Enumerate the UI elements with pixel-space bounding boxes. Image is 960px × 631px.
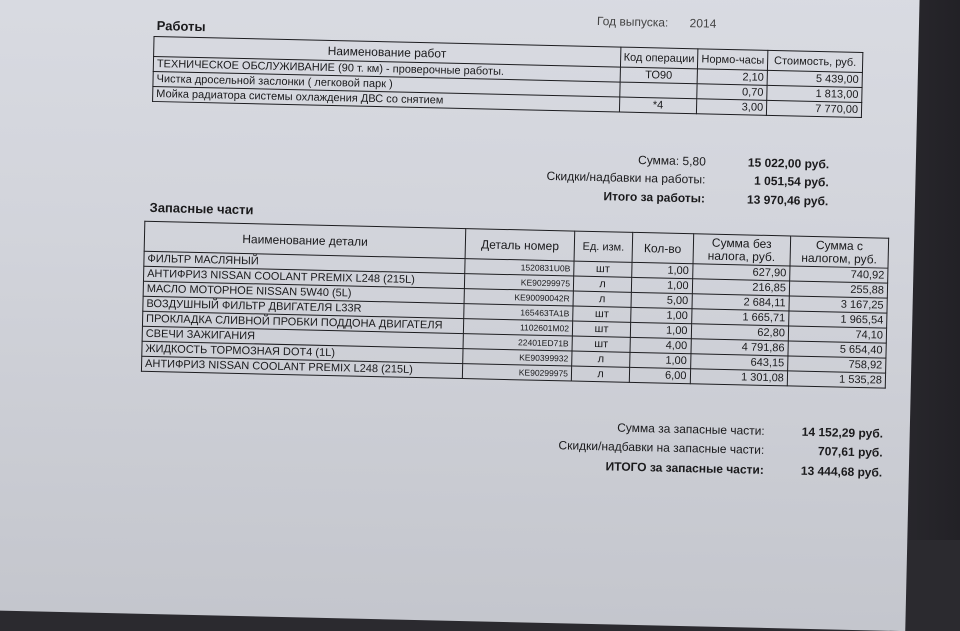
parts-table <box>141 221 889 389</box>
part-name: АНТИФРИЗ NISSAN COOLANT PREMIX L248 (215L) <box>143 266 465 288</box>
parts-total-value: 13 444,68 руб. <box>800 463 883 480</box>
part-name: МАСЛО МОТОРНОЕ NISSAN 5W40 (5L) <box>143 281 465 303</box>
parts-discount-value: 707,61 руб. <box>817 444 883 460</box>
year-line <box>579 14 717 31</box>
work-code <box>619 82 697 99</box>
work-code: ТО90 <box>620 67 698 84</box>
part-qty: 1,00 <box>630 352 691 368</box>
parts-col-number: Деталь номер <box>465 229 574 261</box>
parts-col-unit: Ед. изм. <box>574 231 633 262</box>
parts-sum-row <box>555 419 884 440</box>
work-hours: 3,00 <box>697 99 767 116</box>
year-value: 2014 <box>689 16 717 31</box>
part-unit: л <box>573 291 631 307</box>
part-number: KE90090042R <box>464 289 573 306</box>
part-gross: 5 654,40 <box>788 341 886 358</box>
works-sum-row <box>536 151 830 172</box>
year-label: Год выпуска: <box>596 14 669 30</box>
parts-discount-row <box>554 438 883 459</box>
parts-discount-label: Скидки/надбавки на запасные части: <box>558 438 765 457</box>
works-col-name: Наименование работ <box>154 36 621 67</box>
parts-col-net: Сумма без налога, руб. <box>693 234 791 266</box>
part-net: 4 791,86 <box>690 339 788 356</box>
part-net: 216,85 <box>692 279 790 296</box>
works-total-value: 13 970,46 руб. <box>746 192 829 209</box>
part-name: СВЕЧИ ЗАЖИГАНИЯ <box>142 326 464 348</box>
part-unit: шт <box>572 321 630 337</box>
part-net: 1 301,08 <box>690 369 788 386</box>
parts-col-gross: Сумма с налогом, руб. <box>790 236 889 268</box>
works-sum-label: Сумма: 5,80 <box>637 152 707 169</box>
part-unit: л <box>571 366 629 382</box>
part-number: KE90299975 <box>463 364 572 381</box>
works-total-row <box>535 188 829 209</box>
part-gross: 74,10 <box>788 326 886 343</box>
part-qty: 1,00 <box>631 277 692 293</box>
works-discount-row <box>535 169 829 190</box>
part-qty: 1,00 <box>631 307 692 323</box>
part-unit: шт <box>572 336 630 352</box>
work-name: Мойка радиатора системы охлаждения ДВС со снятием <box>153 86 620 112</box>
part-gross: 758,92 <box>788 356 886 373</box>
work-cost: 5 439,00 <box>767 70 862 87</box>
parts-total-label: ИТОГО за запасные части: <box>605 459 765 477</box>
part-qty: 6,00 <box>629 367 690 383</box>
part-name: ВОЗДУШНЫЙ ФИЛЬТР ДВИГАТЕЛЯ L33R <box>143 296 465 318</box>
part-name: ЖИДКОСТЬ ТОРМОЗНАЯ DOT4 (1L) <box>142 341 464 363</box>
part-gross: 1 965,54 <box>789 311 887 328</box>
parts-col-name: Наименование детали <box>144 221 466 258</box>
part-gross: 3 167,25 <box>789 296 887 313</box>
work-name: Чистка дросельной заслонки ( легковой парк ) <box>153 71 620 97</box>
part-name: АНТИФРИЗ NISSAN COOLANT PREMIX L248 (215L) <box>141 356 463 378</box>
part-unit: л <box>572 351 630 367</box>
works-sum-value: 15 022,00 руб. <box>747 155 830 172</box>
work-cost: 7 770,00 <box>766 100 861 117</box>
part-name: ФИЛЬТР МАСЛЯНЫЙ <box>144 251 466 273</box>
part-qty: 4,00 <box>630 337 691 353</box>
works-col-hours: Нормо-часы <box>698 49 768 71</box>
part-number: KE90399932 <box>463 349 572 366</box>
part-net: 627,90 <box>692 264 790 281</box>
part-number: 1520831U0B <box>465 259 574 276</box>
work-name: ТЕХНИЧЕСКОЕ ОБСЛУЖИВАНИЕ (90 т. км) - проверочные работы. <box>153 56 620 82</box>
parts-sum-label: Сумма за запасные части: <box>616 420 765 438</box>
part-unit: л <box>573 276 631 292</box>
part-qty: 1,00 <box>630 322 691 338</box>
parts-sum-value: 14 152,29 руб. <box>801 424 884 441</box>
part-net: 62,80 <box>691 324 789 341</box>
parts-total-row <box>554 458 883 479</box>
works-discount-value: 1 051,54 руб. <box>753 173 829 190</box>
part-number: 165463TA1B <box>464 304 573 321</box>
works-table <box>152 36 863 118</box>
work-cost: 1 813,00 <box>767 85 862 102</box>
parts-section-title: Запасные части <box>149 199 254 218</box>
part-number: KE90299975 <box>465 274 574 291</box>
works-section-title: Работы <box>156 18 206 35</box>
part-number: 22401ED71B <box>463 334 572 351</box>
part-gross: 740,92 <box>790 266 888 283</box>
works-col-cost: Стоимость, руб. <box>767 50 862 72</box>
work-code: *4 <box>619 97 697 114</box>
parts-col-qty: Кол-во <box>632 232 693 263</box>
part-qty: 1,00 <box>632 262 693 278</box>
part-net: 643,15 <box>690 354 788 371</box>
part-qty: 5,00 <box>631 292 692 308</box>
part-net: 2 684,11 <box>692 294 790 311</box>
part-gross: 255,88 <box>789 281 887 298</box>
part-number: 1102601M02 <box>464 319 573 336</box>
work-hours: 2,10 <box>697 69 767 86</box>
work-hours: 0,70 <box>697 84 767 101</box>
works-discount-label: Скидки/надбавки на работы: <box>546 168 706 187</box>
part-net: 1 665,71 <box>691 309 789 326</box>
works-total-label: Итого за работы: <box>603 189 706 206</box>
works-col-code: Код операции <box>620 47 698 69</box>
part-name: ПРОКЛАДКА СЛИВНОЙ ПРОБКИ ПОДДОНА ДВИГАТЕЛЯ <box>142 311 464 333</box>
part-unit: шт <box>573 306 631 322</box>
part-gross: 1 535,28 <box>787 371 885 388</box>
part-unit: шт <box>574 261 632 277</box>
